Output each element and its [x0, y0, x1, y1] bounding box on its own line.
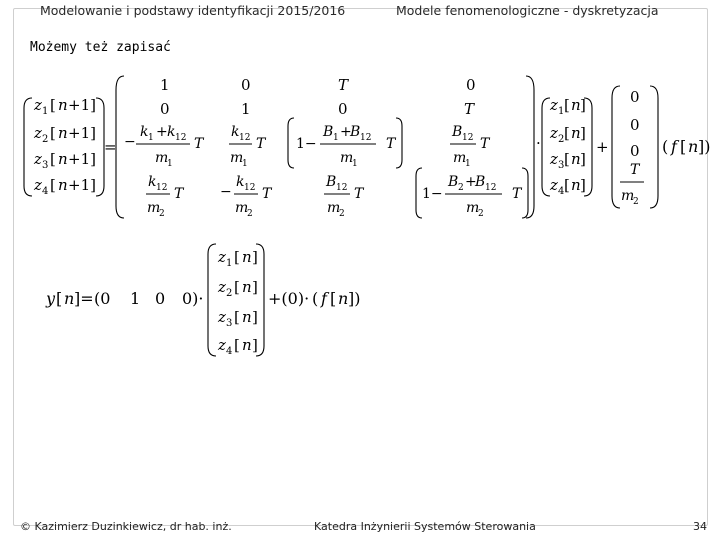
svg-text:[: [ [56, 289, 63, 308]
svg-text:0)·: 0)· [182, 289, 204, 308]
a23: 0 [338, 100, 348, 118]
plus-sign-1: + [596, 138, 609, 156]
b3: 0 [630, 142, 640, 160]
svg-text:+: + [340, 124, 352, 140]
svg-text:(: ( [662, 137, 669, 156]
svg-text:f: f [671, 137, 677, 156]
output-feedthrough [268, 289, 360, 308]
svg-text:1: 1 [333, 133, 339, 143]
svg-text:n: n [571, 96, 581, 114]
svg-text:k: k [148, 174, 157, 190]
svg-text:m: m [466, 200, 480, 216]
svg-text:k: k [140, 124, 149, 140]
svg-text:1: 1 [42, 106, 49, 117]
svg-text:B: B [350, 124, 361, 140]
svg-text:n: n [338, 289, 349, 308]
svg-text:2: 2 [558, 134, 565, 145]
svg-text:3: 3 [226, 318, 233, 329]
svg-text:T: T [354, 186, 364, 202]
svg-text:12: 12 [360, 133, 372, 143]
svg-text:−: − [220, 184, 232, 200]
svg-text:2: 2 [458, 183, 464, 193]
svg-text:[: [ [50, 176, 56, 194]
lhs-vector [24, 96, 104, 197]
footer-department: Katedra Inżynierii Systemów Sterowania [314, 520, 536, 533]
a14: 0 [466, 76, 476, 94]
output-state-vector [208, 244, 264, 357]
svg-text:(: ( [312, 289, 319, 308]
svg-text:]): ]) [348, 289, 361, 308]
svg-text:T: T [194, 136, 204, 152]
svg-text:12: 12 [336, 183, 348, 193]
a11: 1 [160, 76, 170, 94]
svg-text:m: m [155, 150, 169, 166]
b1: 0 [630, 88, 640, 106]
svg-text:B: B [323, 124, 334, 140]
input-vector [612, 86, 658, 208]
svg-text:n: n [58, 150, 68, 168]
svg-text:z: z [218, 278, 226, 296]
equals-sign: = [104, 138, 117, 156]
svg-text:12: 12 [485, 183, 497, 193]
system-matrix [116, 76, 534, 219]
svg-text:2: 2 [478, 209, 484, 219]
svg-text:k: k [231, 124, 240, 140]
svg-text:T: T [386, 136, 396, 152]
svg-text:2: 2 [226, 288, 233, 299]
svg-text:m: m [235, 200, 249, 216]
svg-text:m: m [621, 188, 635, 204]
svg-text:z: z [34, 96, 42, 114]
svg-text:n: n [58, 124, 68, 142]
svg-text:4: 4 [558, 186, 565, 197]
svg-text:1−: 1− [296, 136, 317, 152]
svg-text:T: T [512, 186, 522, 202]
svg-text:k: k [236, 174, 245, 190]
svg-text:n: n [571, 176, 581, 194]
svg-text:1: 1 [558, 106, 565, 117]
svg-text:n: n [242, 336, 252, 354]
svg-text:]: ] [252, 248, 258, 266]
svg-text:]: ] [580, 96, 586, 114]
svg-text:z: z [34, 176, 42, 194]
a41 [146, 174, 185, 219]
svg-text:m: m [230, 150, 244, 166]
lhs-z1 [33, 96, 96, 117]
svg-text:B: B [475, 174, 486, 190]
svg-text:z: z [218, 336, 226, 354]
svg-text:2: 2 [42, 134, 49, 145]
svg-text:n: n [242, 308, 252, 326]
lhs-z3 [33, 150, 96, 171]
svg-text:z: z [34, 150, 42, 168]
a33 [288, 118, 402, 169]
svg-text:3: 3 [42, 160, 49, 171]
svg-text:+1]: +1] [68, 176, 96, 194]
svg-text:n: n [242, 248, 252, 266]
svg-text:1: 1 [148, 133, 154, 143]
svg-text:k: k [167, 124, 176, 140]
svg-text:2: 2 [247, 209, 253, 219]
svg-text:12: 12 [244, 183, 256, 193]
svg-text:n: n [688, 137, 699, 156]
svg-text:12: 12 [239, 133, 251, 143]
svg-text:[: [ [50, 124, 56, 142]
svg-text:m: m [340, 150, 354, 166]
svg-text:T: T [480, 136, 490, 152]
svg-text:[: [ [564, 150, 570, 168]
svg-text:z: z [550, 96, 558, 114]
svg-text:[: [ [234, 336, 240, 354]
svg-text:[: [ [564, 124, 570, 142]
svg-text:n: n [571, 150, 581, 168]
svg-text:[: [ [234, 278, 240, 296]
lhs-z2 [33, 124, 96, 145]
svg-text:1: 1 [352, 159, 358, 169]
svg-text:]: ] [252, 336, 258, 354]
svg-text:[: [ [680, 137, 687, 156]
svg-text:[: [ [564, 96, 570, 114]
a44 [416, 168, 528, 219]
svg-text:12: 12 [156, 183, 168, 193]
svg-text:+: + [465, 174, 477, 190]
svg-text:n: n [571, 124, 581, 142]
svg-text:B: B [448, 174, 459, 190]
svg-text:n: n [242, 278, 252, 296]
svg-text:[: [ [330, 289, 337, 308]
a34 [450, 124, 491, 169]
svg-text:z: z [550, 150, 558, 168]
a42 [220, 174, 273, 219]
svg-text:z: z [34, 124, 42, 142]
svg-text:]=: ]= [74, 289, 94, 308]
output-lhs [45, 289, 94, 308]
a12: 0 [241, 76, 251, 94]
state-vector [542, 96, 592, 197]
svg-text:T: T [256, 136, 266, 152]
footer-author: © Kazimierz Duzinkiewicz, dr hab. inż. [20, 520, 232, 533]
input-signal-1 [662, 137, 710, 156]
svg-text:1−: 1− [422, 186, 443, 202]
svg-text:2: 2 [633, 197, 639, 207]
svg-text:m: m [327, 200, 341, 216]
a32 [229, 124, 267, 169]
output-row-vector [94, 289, 204, 308]
svg-text:]: ] [580, 150, 586, 168]
svg-text:[: [ [50, 96, 56, 114]
mult-dot-1: · [536, 134, 541, 152]
svg-text:3: 3 [558, 160, 565, 171]
svg-text:]: ] [252, 308, 258, 326]
svg-text:n: n [64, 289, 75, 308]
svg-text:−: − [124, 134, 136, 150]
svg-text:12: 12 [462, 133, 474, 143]
svg-text:(0: (0 [94, 289, 111, 308]
a31 [124, 124, 205, 169]
svg-text:m: m [147, 200, 161, 216]
svg-text:[: [ [50, 150, 56, 168]
svg-text:4: 4 [226, 346, 233, 357]
slide-subtitle: Możemy też zapisać [30, 40, 171, 55]
svg-text:T: T [262, 186, 272, 202]
svg-text:f: f [321, 289, 327, 308]
svg-text:1: 1 [465, 159, 471, 169]
svg-text:1: 1 [130, 289, 141, 308]
svg-text:[: [ [234, 248, 240, 266]
svg-text:y: y [46, 289, 56, 308]
svg-text:[: [ [564, 176, 570, 194]
svg-text:+(0)·: +(0)· [268, 289, 310, 308]
svg-text:+1]: +1] [68, 150, 96, 168]
svg-text:T: T [174, 186, 184, 202]
a43 [324, 174, 365, 219]
svg-text:B: B [452, 124, 463, 140]
header-course-title: Modelowanie i podstawy identyfikacji 2015/2016 [40, 3, 346, 18]
svg-text:+: + [156, 124, 168, 140]
svg-text:]: ] [580, 176, 586, 194]
svg-text:1: 1 [167, 159, 173, 169]
svg-text:]: ] [252, 278, 258, 296]
b4 [620, 162, 644, 207]
svg-text:z: z [218, 308, 226, 326]
svg-text:B: B [326, 174, 337, 190]
svg-text:]): ]) [698, 137, 711, 156]
svg-text:1: 1 [226, 258, 233, 269]
svg-text:0: 0 [155, 289, 166, 308]
svg-text:z: z [218, 248, 226, 266]
lhs-z4 [33, 176, 96, 197]
svg-text:+1]: +1] [68, 96, 96, 114]
header-topic-title: Modele fenomenologiczne - dyskretyzacja [396, 3, 659, 18]
svg-text:n: n [58, 176, 68, 194]
footer-page-number: 34 [693, 520, 707, 533]
svg-text:1: 1 [242, 159, 248, 169]
b2: 0 [630, 116, 640, 134]
svg-text:T: T [630, 162, 640, 178]
svg-text:4: 4 [42, 186, 49, 197]
a13: T [338, 76, 349, 94]
svg-text:[: [ [234, 308, 240, 326]
svg-text:2: 2 [159, 209, 165, 219]
svg-text:2: 2 [339, 209, 345, 219]
svg-text:m: m [453, 150, 467, 166]
svg-text:n: n [58, 96, 68, 114]
svg-text:12: 12 [175, 133, 187, 143]
svg-text:]: ] [580, 124, 586, 142]
a24: T [464, 100, 475, 118]
svg-text:z: z [550, 176, 558, 194]
svg-text:z: z [550, 124, 558, 142]
a21: 0 [160, 100, 170, 118]
svg-text:+1]: +1] [68, 124, 96, 142]
a22: 1 [241, 100, 251, 118]
